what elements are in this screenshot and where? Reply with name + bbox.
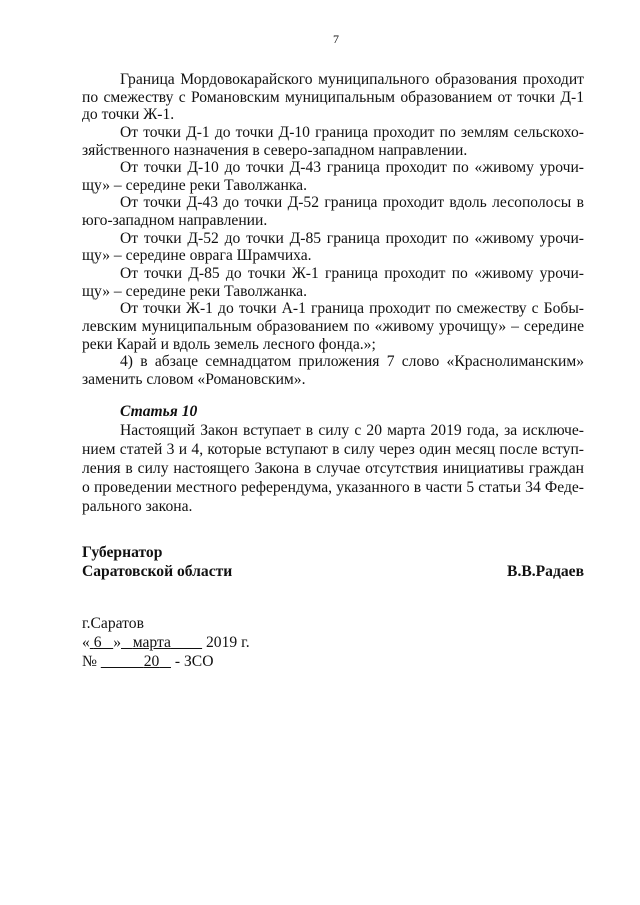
paragraph-line: зяйственного назначения в северо-западном направлении.: [82, 141, 468, 159]
paragraph-line: От точки Д-43 до точки Д-52 граница проходит вдоль лесополосы в: [120, 194, 584, 212]
paragraph-line: Граница Мордовокарайского муниципального образования проходит: [120, 71, 584, 88]
paragraph-line: заменить словом «Романовским».: [82, 370, 306, 388]
date-year: 2019 г.: [206, 634, 250, 651]
law-number: 20: [143, 653, 160, 670]
number-line: [82, 652, 250, 671]
date-month: марта: [132, 634, 171, 651]
article-line: о проведении местного референдума, указанного в части 5 статьи 34 Феде-: [82, 479, 584, 496]
article-10: [82, 402, 584, 516]
signature-block: [82, 543, 584, 581]
signatory-title-1: Губернатор: [82, 544, 163, 561]
amendment-text: [82, 71, 584, 389]
signatory-title-2: Саратовской области: [82, 563, 233, 580]
article-line: Настоящий Закон вступает в силу с 20 марта 2019 года, за исключе-: [120, 422, 584, 439]
signatory-name: В.В.Радаев: [507, 563, 584, 580]
article-line: нием статей 3 и 4, которые вступают в силу через один месяц после вступ-: [82, 441, 584, 458]
article-heading: Статья 10: [120, 403, 198, 420]
paragraph-line: От точки Д-52 до точки Д-85 граница проходит по «живому урочи-: [120, 229, 584, 247]
place-date-block: [82, 614, 250, 671]
paragraph-line: реки Карай и вдоль земель лесного фонда.»;: [82, 335, 376, 353]
paragraph-line: щу» – середине оврага Шрамчиха.: [82, 247, 312, 265]
city: г.Саратов: [82, 615, 144, 632]
number-label: №: [82, 653, 97, 670]
paragraph-line: От точки Д-10 до точки Д-43 граница проходит по «живому урочи-: [120, 159, 584, 177]
paragraph-line: левским муниципальным образованием по «живому урочищу» – середине: [82, 317, 584, 335]
paragraph-line: по смежеству с Романовским муниципальным образованием от точки Д-1: [82, 88, 584, 106]
paragraph-line: 4) в абзаце семнадцатом приложения 7 слово «Краснолиманским»: [120, 353, 584, 371]
number-suffix: - ЗСО: [174, 653, 214, 670]
date-line: « 6 » марта 2019 г.: [82, 634, 250, 651]
article-line: рального закона.: [82, 498, 193, 515]
paragraph-line: От точки Д-85 до точки Ж-1 граница проходит по «живому урочи-: [120, 265, 584, 283]
paragraph-line: От точки Ж-1 до точки А-1 граница проходит по смежеству с Бобы-: [120, 300, 584, 318]
paragraph-line: до точки Ж-1.: [82, 106, 175, 124]
paragraph-line: щу» – середине реки Таволжанка.: [82, 176, 307, 194]
article-line: ления в силу настоящего Закона в случае отсутствия инициативы граждан: [82, 460, 584, 477]
paragraph-line: юго-западном направлении.: [82, 212, 268, 230]
date-day: 6: [93, 634, 102, 651]
paragraph-line: щу» – середине реки Таволжанка.: [82, 282, 307, 300]
paragraph-line: От точки Д-1 до точки Д-10 граница проходит по землям сельскохо-: [120, 123, 584, 141]
page-number: 7: [333, 32, 339, 46]
